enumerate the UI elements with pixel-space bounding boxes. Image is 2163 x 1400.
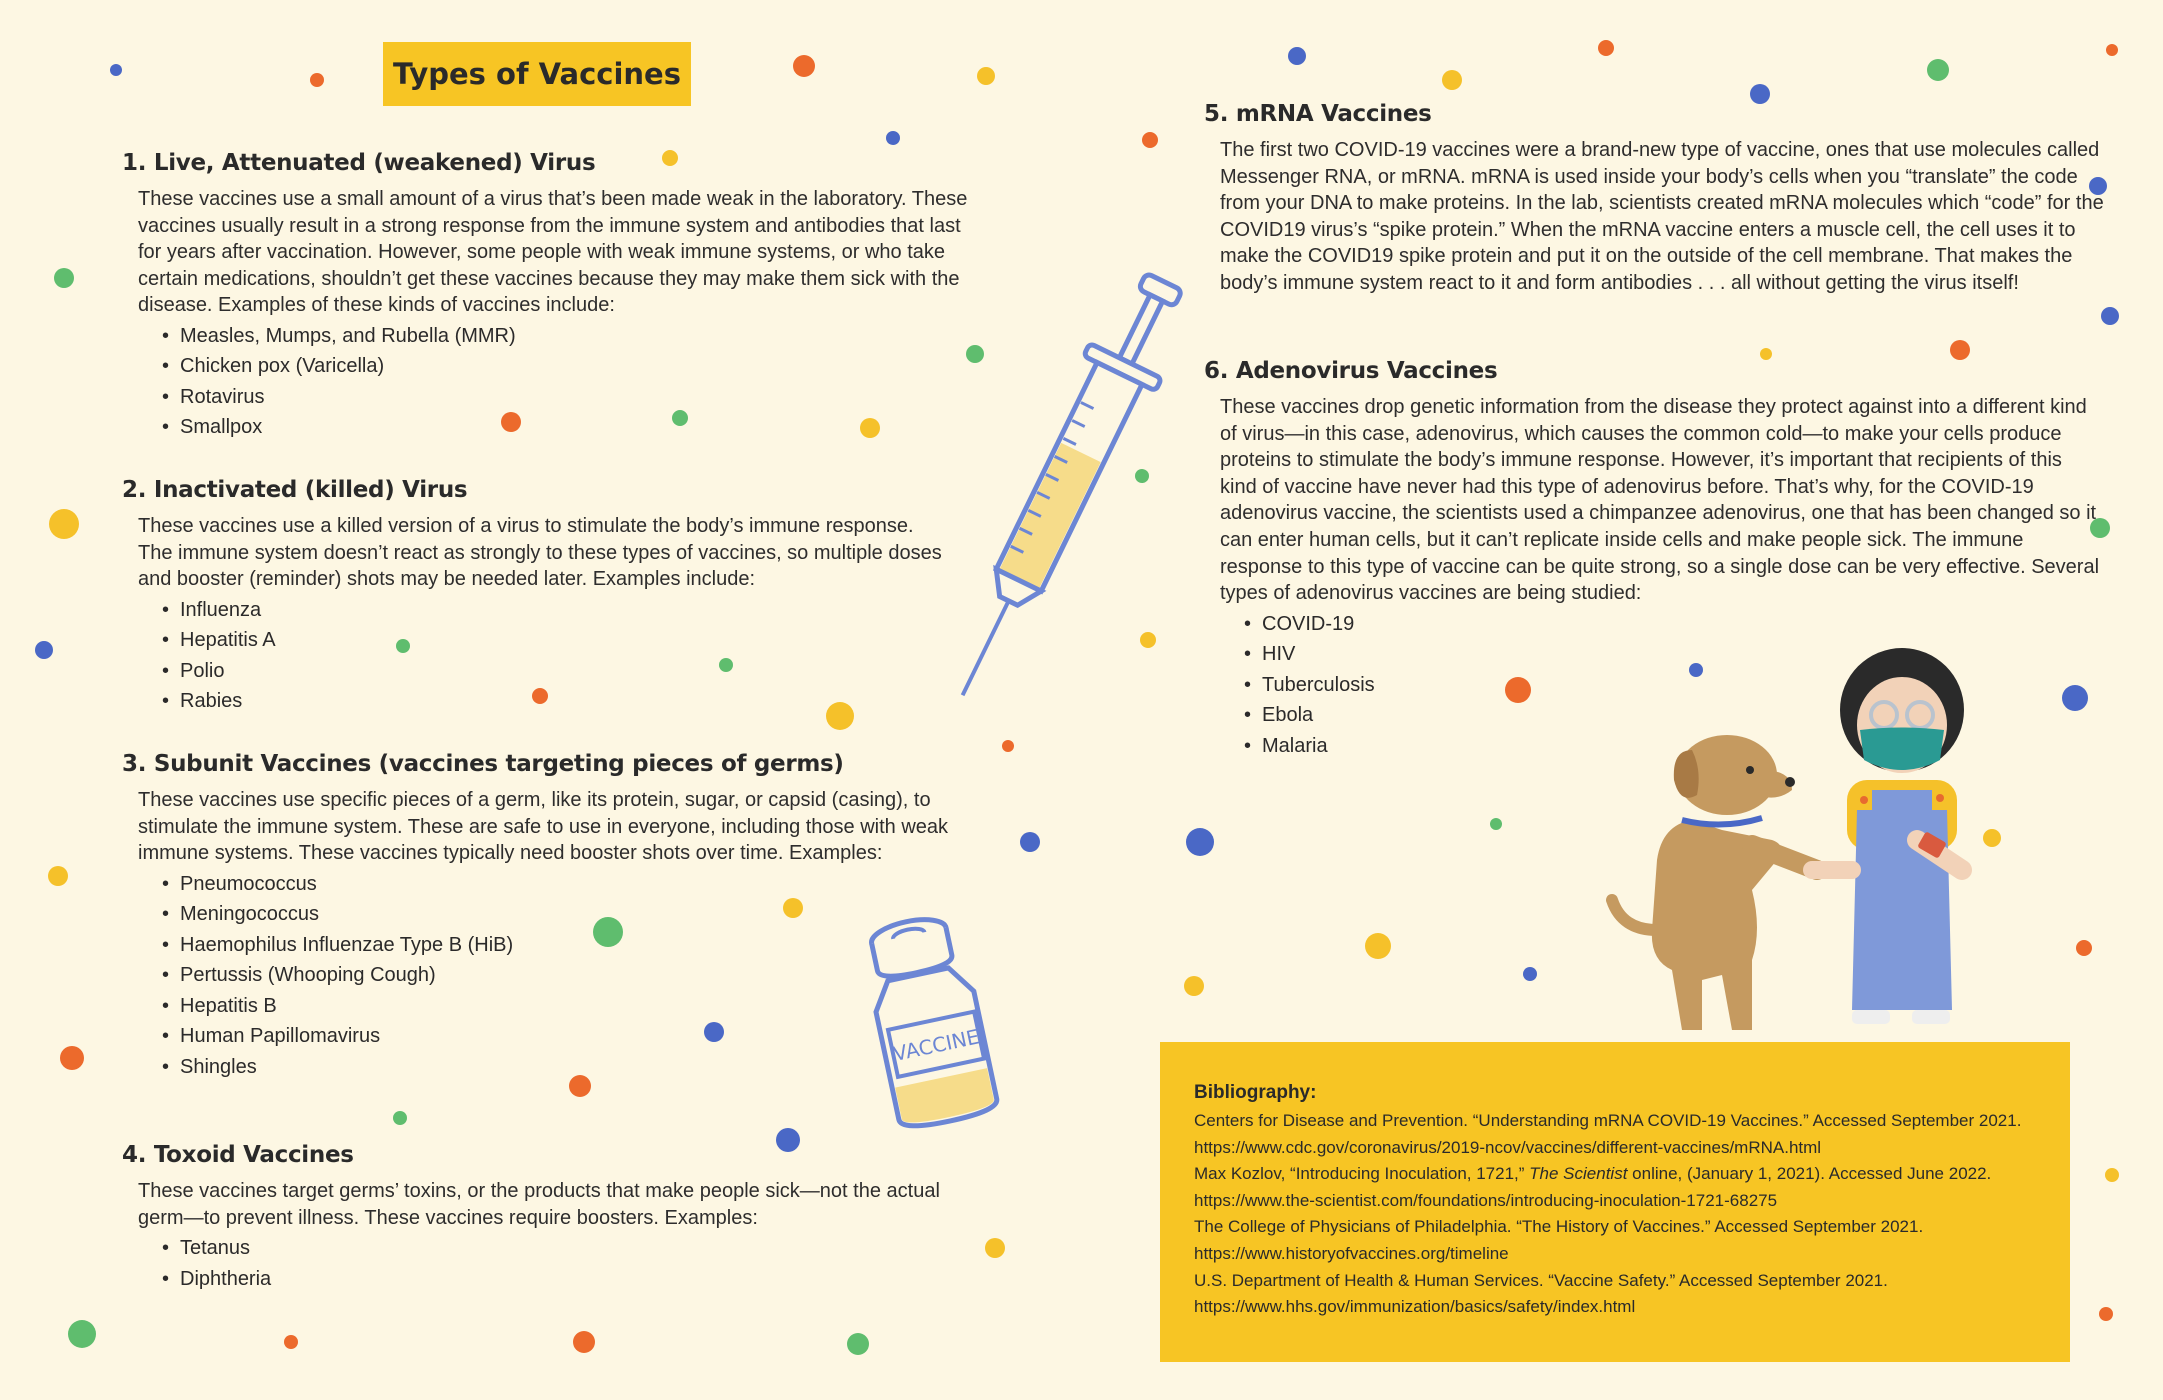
section-heading: 1. Live, Attenuated (weakened) Virus — [122, 150, 596, 176]
example-list — [162, 595, 942, 717]
girl-and-dog-illustration — [1602, 630, 2062, 1050]
list-item: • Rabies — [162, 686, 942, 717]
bibliography-line: The College of Physicians of Philadelphia. “The History of Vaccines.” Accessed September 2021. — [1194, 1217, 1924, 1237]
vial-label: VACCINE — [891, 1024, 982, 1066]
bibliography-line: https://www.cdc.gov/coronavirus/2019-ncov/vaccines/different-vaccines/mRNA.html — [1194, 1137, 1822, 1157]
bibliography-line: U.S. Department of Health & Human Services. “Vaccine Safety.” Accessed September 2021. — [1194, 1270, 1888, 1290]
bibliography-line: https://www.historyofvaccines.org/timeline — [1194, 1243, 1509, 1263]
section-body: These vaccines use a small amount of a virus that’s been made weak in the laboratory. These vaccines usually result in a strong response from the immune system and antibodies that last for years after vaccination. However, some people with weak immune systems, or who take certain medications, shouldn’t get these vaccines because they may make them sick with the disease. Examples of these kinds of vaccines include: — [138, 188, 968, 317]
section-body: These vaccines use specific pieces of a germ, like its protein, sugar, or capsid (casing), to stimulate the immune system. These are safe to use in everyone, including those with weak immune systems. These vaccines typically need booster shots over time. Examples: — [138, 789, 949, 865]
list-item: • Influenza — [162, 595, 942, 626]
list-item: • Shingles — [162, 1052, 952, 1083]
list-item: • Pertussis (Whooping Cough) — [162, 960, 952, 991]
section-heading: 4. Toxoid Vaccines — [122, 1142, 354, 1168]
list-item: • Malaria — [1244, 731, 2104, 762]
list-item: • COVID-19 — [1244, 609, 2104, 640]
list-item: • Hepatitis B — [162, 991, 952, 1022]
bibliography-line: https://www.the-scientist.com/foundations/introducing-inoculation-1721-68275 — [1194, 1190, 1778, 1210]
section-body: These vaccines use a killed version of a virus to stimulate the body’s immune response. The immune system doesn’t react as strongly to these types of vaccines, so multiple doses and booster (reminder) shots may be needed later. Examples include: — [138, 515, 942, 591]
list-item: • Rotavirus — [162, 382, 982, 413]
section-heading: 2. Inactivated (killed) Virus — [122, 477, 468, 503]
section-body: These vaccines target germs’ toxins, or the products that make people sick—not the actual germ—to prevent illness. These vaccines require boosters. Examples: — [138, 1180, 940, 1229]
section-toxoid — [122, 1142, 942, 1294]
bibliography-date: online, (January 1, 2021). Accessed June 2022. — [1632, 1164, 1992, 1184]
dog-illustration — [1612, 735, 1817, 1030]
bibliography-publication: The Scientist — [1529, 1164, 1628, 1184]
list-item: • Smallpox — [162, 412, 982, 443]
list-item: • Polio — [162, 656, 942, 687]
section-live-attenuated — [122, 150, 982, 443]
list-item: • HIV — [1244, 639, 2104, 670]
list-item: • Tuberculosis — [1244, 670, 2104, 701]
list-item: • Hepatitis A — [162, 625, 942, 656]
section-heading: 6. Adenovirus Vaccines — [1204, 358, 1498, 384]
section-body: These vaccines drop genetic information from the disease they protect against into a different kind of virus—in this case, adenovirus, which causes the common cold—to make your cells produce proteins to stimulate the body’s immune response. However, it’s important that recipients of this kind of vaccine have never had this type of adenovirus before. That’s why, for the COVID-19 adenovirus vaccine, the scientists used a chimpanzee adenovirus, one that has been changed so it can enter human cells, but it can’t replicate inside cells and make people sick. The immune response to this type of vaccine can be quite strong, so a single dose can be very effective. Several types of adenovirus vaccines are being studied: — [1220, 396, 2100, 605]
bibliography-author: Max Kozlov, “Introducing Inoculation, 1721,” — [1194, 1164, 1525, 1184]
section-mrna — [1204, 101, 2104, 297]
list-item: • Meningococcus — [162, 899, 952, 930]
page-title: Types of Vaccines — [383, 42, 691, 106]
bibliography-line — [1194, 1161, 2021, 1188]
list-item: • Diphtheria — [162, 1264, 942, 1295]
list-item: • Pneumococcus — [162, 869, 952, 900]
section-inactivated — [122, 477, 942, 717]
bibliography-title: Bibliography: — [1194, 1082, 1317, 1103]
section-heading: 3. Subunit Vaccines (vaccines targeting pieces of germs) — [122, 751, 844, 777]
section-body: The first two COVID-19 vaccines were a brand-new type of vaccine, ones that use molecules called Messenger RNA, or mRNA. mRNA is used inside your body’s cells when you “translate” the code from your DNA to make proteins. In the lab, scientists created mRNA molecules which “code” for the COVID19 virus’s “spike protein.” When the mRNA vaccine enters a muscle cell, the cell uses it to make the COVID19 spike protein and put it on the outside of the cell membrane. That makes the body’s immune system react to it and form antibodies . . . all without getting the virus itself! — [1220, 139, 2104, 294]
list-item: • Measles, Mumps, and Rubella (MMR) — [162, 321, 982, 352]
bibliography-box — [1160, 1042, 2070, 1362]
girl-illustration — [1812, 648, 1964, 1024]
list-item: • Haemophilus Influenzae Type B (HiB) — [162, 930, 952, 961]
section-heading: 5. mRNA Vaccines — [1204, 101, 1432, 127]
right-page — [1082, 0, 2163, 1400]
list-item: • Ebola — [1244, 700, 2104, 731]
vaccine-vial-illustration — [850, 910, 1020, 1140]
example-list — [162, 321, 982, 443]
list-item: • Chicken pox (Varicella) — [162, 351, 982, 382]
bibliography-line: https://www.hhs.gov/immunization/basics/safety/index.html — [1194, 1297, 1636, 1317]
section-subunit — [122, 751, 952, 1082]
list-item: • Tetanus — [162, 1233, 942, 1264]
example-list — [162, 869, 952, 1083]
list-item: • Human Papillomavirus — [162, 1021, 952, 1052]
bibliography-list — [1194, 1108, 2021, 1321]
bibliography-line: Centers for Disease and Prevention. “Understanding mRNA COVID-19 Vaccines.” Accessed September 2021. — [1194, 1111, 2022, 1130]
example-list — [162, 1233, 942, 1294]
